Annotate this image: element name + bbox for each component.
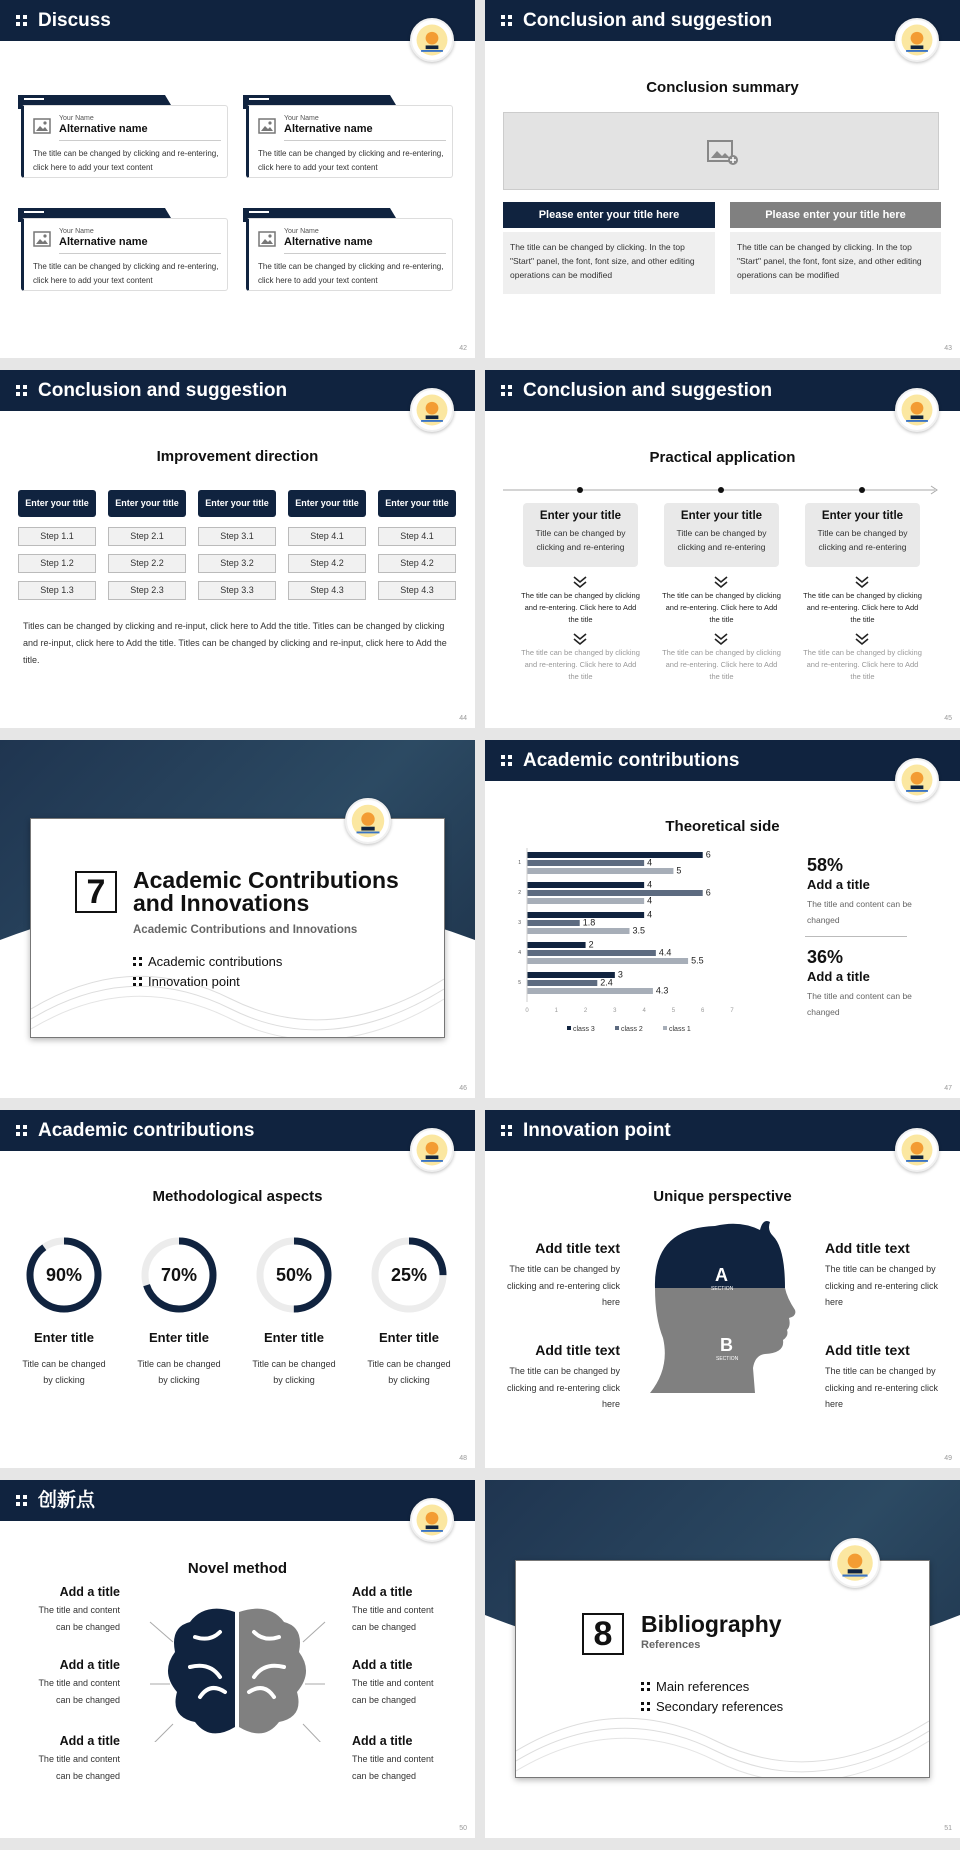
chevron-down-icon xyxy=(571,632,589,646)
cover-list-label: Main references xyxy=(656,1679,750,1694)
progress-ring xyxy=(255,1236,333,1314)
stat-text-1: The title and content can be changed xyxy=(807,899,912,925)
step-box[interactable]: Step 4.2 xyxy=(378,554,456,573)
page-number: 47 xyxy=(944,1085,952,1092)
ring-value: 25% xyxy=(390,1265,428,1285)
section-a-label: SECTION xyxy=(711,1286,734,1292)
chevron-down-icon xyxy=(712,632,730,646)
cover-list-item[interactable] xyxy=(133,974,282,989)
chevron-down-icon xyxy=(712,575,730,589)
ring-title: Enter title xyxy=(34,1330,94,1345)
step-box[interactable]: Step 3.3 xyxy=(198,581,276,600)
page-number: 45 xyxy=(944,715,952,722)
item-title: Add a title xyxy=(59,1658,120,1672)
slide-50 xyxy=(0,1480,475,1838)
ring-title: Enter title xyxy=(379,1330,439,1345)
university-logo xyxy=(345,798,391,844)
legend-label: class 3 xyxy=(573,1026,595,1033)
step-box[interactable]: Step 4.3 xyxy=(288,581,366,600)
card-text: The title can be changed by clicking and re-entering, click here to add your text content xyxy=(33,149,219,172)
paragraph: Titles can be changed by clicking and re-input, click here to Add the title. Titles can be changed by clicking and re-input, click here to Add the title. Titles can be changed by clicking and re-input, click here to Add the title. xyxy=(23,621,447,665)
image-icon xyxy=(258,118,276,134)
slide-header xyxy=(485,370,960,411)
chevron-down-icon xyxy=(853,575,871,589)
progress-ring xyxy=(140,1236,218,1314)
page-number: 44 xyxy=(459,715,467,722)
step-text: The title can be changed by clicking and re-entering. Click here to Add the title xyxy=(662,648,781,681)
cover-title-line2: and Innovations xyxy=(133,890,310,916)
page-number: 51 xyxy=(944,1825,952,1832)
slide-46 xyxy=(0,740,475,1098)
method-item xyxy=(352,1585,437,1635)
section-number: 8 xyxy=(582,1613,624,1655)
slide-header xyxy=(0,1110,475,1151)
section-subtitle: Conclusion summary xyxy=(646,79,799,96)
bar xyxy=(527,928,630,934)
tick-label: 7 xyxy=(730,1008,734,1014)
cover-list-label: Academic contributions xyxy=(148,954,283,969)
method-item xyxy=(35,1585,120,1635)
ring-text: Title can be changed by clicking xyxy=(252,1359,336,1385)
data-label: 5.5 xyxy=(691,955,704,966)
page-number: 50 xyxy=(459,1825,467,1832)
cover-card xyxy=(515,1560,930,1778)
section-b-letter: B xyxy=(720,1335,733,1355)
right-title-box[interactable]: Please enter your title here xyxy=(730,202,941,228)
legend-label: class 2 xyxy=(621,1026,643,1033)
text-block xyxy=(825,1342,940,1413)
university-logo xyxy=(410,388,454,432)
method-item xyxy=(35,1734,120,1784)
university-logo xyxy=(895,1128,939,1172)
card-name: Your Name xyxy=(284,115,319,122)
ring-text: Title can be changed by clicking xyxy=(137,1359,221,1385)
legend-swatch xyxy=(663,1026,667,1030)
bar xyxy=(527,988,653,994)
bar xyxy=(527,868,673,874)
slide-title: Academic contributions xyxy=(523,750,740,771)
data-label: 3.5 xyxy=(632,925,646,936)
item-title: Add a title xyxy=(352,1734,413,1748)
cover-list-item[interactable] xyxy=(641,1699,783,1714)
data-label: 6 xyxy=(705,887,711,898)
column-title-box[interactable]: Enter your title xyxy=(288,490,366,517)
stat-percent-1: 58% xyxy=(807,855,844,875)
page-number: 46 xyxy=(459,1085,467,1092)
item-text: The title and content can be changed xyxy=(38,1754,120,1781)
step-box[interactable]: Step 4.1 xyxy=(378,527,456,546)
category-label: 2 xyxy=(518,890,521,896)
text-block xyxy=(505,1240,620,1311)
card-name: Your Name xyxy=(59,115,94,122)
method-item xyxy=(35,1658,120,1708)
item-text: The title and content can be changed xyxy=(38,1605,120,1632)
slide-title: Innovation point xyxy=(523,1120,671,1141)
cover-list-item[interactable] xyxy=(641,1679,783,1694)
data-label: 4 xyxy=(647,879,653,890)
slide-44 xyxy=(0,370,475,728)
profile-card[interactable] xyxy=(18,95,228,180)
slide-header xyxy=(485,0,960,41)
slide-title: Academic contributions xyxy=(38,1120,255,1141)
head-silhouette xyxy=(645,1218,800,1393)
university-logo xyxy=(895,18,939,62)
data-label: 4 xyxy=(647,909,653,920)
legend-label: class 1 xyxy=(669,1026,691,1033)
right-text: The title can be changed by clicking. In the top "Start" panel, the font, font size, and other editing operations can be modified xyxy=(730,232,941,294)
page-number: 49 xyxy=(944,1455,952,1462)
card-text: The title can be changed by clicking and re-entering, click here to add your text content xyxy=(258,262,444,285)
progress-ring xyxy=(25,1236,103,1314)
category-label: 4 xyxy=(518,950,521,956)
tick-label: 5 xyxy=(671,1008,676,1014)
slide-48 xyxy=(0,1110,475,1468)
section-a-letter: A xyxy=(715,1265,728,1285)
card-name: Your Name xyxy=(59,228,94,235)
item-title: Add a title xyxy=(59,1734,120,1748)
bar xyxy=(527,980,597,986)
chevron-down-icon xyxy=(853,632,871,646)
step-box[interactable]: Step 1.1 xyxy=(18,527,96,546)
slide-42 xyxy=(0,0,475,358)
step-text: The title can be changed by clicking and re-entering. Click here to Add the title xyxy=(803,648,922,681)
card-desc: Title can be changed by clicking and re-entering xyxy=(676,528,767,552)
slide-header xyxy=(0,370,475,411)
step-box[interactable]: Step 4.2 xyxy=(288,554,366,573)
cover-title: Bibliography xyxy=(641,1611,782,1637)
progress-ring xyxy=(370,1236,448,1314)
category-label: 1 xyxy=(518,860,521,866)
cover-title-line1: Academic Contributions xyxy=(133,867,399,893)
item-text: The title and content can be changed xyxy=(352,1605,434,1632)
ring-title: Enter title xyxy=(149,1330,209,1345)
image-icon xyxy=(258,231,276,247)
method-item xyxy=(352,1658,437,1708)
tick-label: 2 xyxy=(583,1008,588,1014)
slide-45 xyxy=(485,370,960,728)
section-subtitle: Improvement direction xyxy=(156,448,319,465)
column-title-box[interactable]: Enter your title xyxy=(108,490,186,517)
item-title: Add a title xyxy=(352,1658,413,1672)
category-label: 5 xyxy=(518,980,521,986)
data-label: 4.4 xyxy=(658,947,672,958)
university-logo xyxy=(895,758,939,802)
block-text: The title can be changed by clicking and re-entering click here xyxy=(506,1264,620,1307)
timeline xyxy=(503,485,943,495)
stat-percent-2: 36% xyxy=(807,947,844,967)
step-text: The title can be changed by clicking and re-entering. Click here to Add the title xyxy=(521,591,640,624)
card-alt-name: Alternative name xyxy=(284,236,373,248)
university-logo xyxy=(410,18,454,62)
data-label: 3 xyxy=(617,969,623,980)
card-title: Enter your title xyxy=(680,510,763,522)
cover-subtitle: References xyxy=(641,1639,701,1651)
card-title: Enter your title xyxy=(539,510,622,522)
ring-text: Title can be changed by clicking xyxy=(22,1359,106,1385)
card-desc: Title can be changed by clicking and re-entering xyxy=(817,528,908,552)
column-title-box[interactable]: Enter your title xyxy=(378,490,456,517)
tick-label: 1 xyxy=(554,1008,558,1014)
stat-text-2: The title and content can be changed xyxy=(807,991,912,1017)
bar-chart xyxy=(497,848,747,1048)
cover-subtitle: Academic Contributions and Innovations xyxy=(133,924,358,936)
bar xyxy=(527,942,586,948)
card-desc: Title can be changed by clicking and re-entering xyxy=(535,528,626,552)
section-b-label: SECTION xyxy=(716,1356,739,1362)
slide-title: Discuss xyxy=(38,10,111,31)
bar xyxy=(527,898,644,904)
stat-title-1: Add a title xyxy=(807,877,870,892)
step-box[interactable]: Step 4.1 xyxy=(288,527,366,546)
section-number: 7 xyxy=(75,871,117,913)
block-title: Add title text xyxy=(535,1240,620,1256)
card-alt-name: Alternative name xyxy=(59,123,148,135)
data-label: 5 xyxy=(676,865,682,876)
item-text: The title and content can be changed xyxy=(38,1678,120,1705)
step-box[interactable]: Step 4.3 xyxy=(378,581,456,600)
application-card[interactable] xyxy=(523,503,638,567)
card-text: The title can be changed by clicking and re-entering, click here to add your text content xyxy=(258,149,444,172)
left-title-box[interactable]: Please enter your title here xyxy=(503,202,715,228)
section-subtitle: Practical application xyxy=(649,449,796,466)
card-alt-name: Alternative name xyxy=(284,123,373,135)
tick-label: 4 xyxy=(642,1008,646,1014)
method-item xyxy=(352,1734,437,1784)
ring-title: Enter title xyxy=(264,1330,324,1345)
left-text: The title can be changed by clicking. In the top "Start" panel, the font, font size, and other editing operations can be modified xyxy=(503,232,715,294)
image-placeholder[interactable] xyxy=(503,112,939,190)
stat-title-2: Add a title xyxy=(807,969,870,984)
text-block xyxy=(505,1342,620,1413)
page-number: 43 xyxy=(944,345,952,352)
bar xyxy=(527,860,644,866)
profile-card[interactable] xyxy=(243,208,453,293)
ring-value: 50% xyxy=(275,1265,313,1285)
section-subtitle: Theoretical side xyxy=(665,818,780,835)
ring-value: 70% xyxy=(160,1265,198,1285)
bar xyxy=(527,920,580,926)
university-logo xyxy=(410,1128,454,1172)
step-box[interactable]: Step 2.3 xyxy=(108,581,186,600)
university-logo xyxy=(895,388,939,432)
step-box[interactable]: Step 3.2 xyxy=(198,554,276,573)
block-title: Add title text xyxy=(825,1240,910,1256)
tick-label: 0 xyxy=(525,1008,529,1014)
section-subtitle: Novel method xyxy=(187,1560,288,1577)
step-box[interactable]: Step 3.1 xyxy=(198,527,276,546)
bar xyxy=(527,958,688,964)
slide-header xyxy=(0,0,475,41)
section-subtitle: Unique perspective xyxy=(653,1188,792,1205)
step-box[interactable]: Step 1.3 xyxy=(18,581,96,600)
slide-header xyxy=(0,1480,475,1521)
data-label: 2 xyxy=(588,939,594,950)
page-number: 42 xyxy=(459,345,467,352)
image-icon xyxy=(33,231,51,247)
step-box[interactable]: Step 2.1 xyxy=(108,527,186,546)
chevron-down-icon xyxy=(571,575,589,589)
slide-header xyxy=(485,740,960,781)
slide-51 xyxy=(485,1480,960,1838)
university-logo xyxy=(410,1498,454,1542)
data-label: 4 xyxy=(647,895,653,906)
data-label: 6 xyxy=(705,849,711,860)
cover-list-label: Secondary references xyxy=(656,1699,784,1714)
bar xyxy=(527,950,656,956)
category-label: 3 xyxy=(518,920,521,926)
item-text: The title and content can be changed xyxy=(352,1678,434,1705)
slide-title: 创新点 xyxy=(38,1490,96,1511)
slide-title: Conclusion and suggestion xyxy=(523,380,773,401)
card-title: Enter your title xyxy=(821,510,904,522)
tick-label: 3 xyxy=(613,1008,617,1014)
block-text: The title can be changed by clicking and re-entering click here xyxy=(506,1366,620,1409)
column-title-box[interactable]: Enter your title xyxy=(18,490,96,517)
slide-47 xyxy=(485,740,960,1098)
data-label: 4 xyxy=(647,857,653,868)
card-alt-name: Alternative name xyxy=(59,236,148,248)
item-title: Add a title xyxy=(59,1585,120,1599)
step-text: The title can be changed by clicking and re-entering. Click here to Add the title xyxy=(803,591,922,624)
item-text: The title and content can be changed xyxy=(352,1754,434,1781)
ring-text: Title can be changed by clicking xyxy=(367,1359,451,1385)
application-card[interactable] xyxy=(805,503,920,567)
slide-43 xyxy=(485,0,960,358)
block-text: The title can be changed by clicking and re-entering click here xyxy=(825,1366,939,1409)
bar xyxy=(527,890,703,896)
section-subtitle: Methodological aspects xyxy=(152,1188,323,1205)
profile-card[interactable] xyxy=(18,208,228,293)
cover-list-item[interactable] xyxy=(133,954,282,969)
tick-label: 6 xyxy=(701,1008,705,1014)
step-box[interactable]: Step 1.2 xyxy=(18,554,96,573)
cover-list-label: Innovation point xyxy=(148,974,240,989)
page-number: 48 xyxy=(459,1455,467,1462)
ring-value: 90% xyxy=(45,1265,83,1285)
slide-title: Conclusion and suggestion xyxy=(523,10,773,31)
data-label: 2.4 xyxy=(600,977,613,988)
card-text: The title can be changed by clicking and re-entering, click here to add your text content xyxy=(33,262,219,285)
bar xyxy=(527,852,703,858)
bar xyxy=(527,882,644,888)
block-title: Add title text xyxy=(535,1342,620,1358)
slide-49 xyxy=(485,1110,960,1468)
profile-card[interactable] xyxy=(243,95,453,180)
university-logo xyxy=(830,1538,880,1588)
legend-swatch xyxy=(567,1026,571,1030)
card-name: Your Name xyxy=(284,228,319,235)
text-block xyxy=(825,1240,940,1311)
brain-icon xyxy=(145,1592,330,1742)
image-icon xyxy=(33,118,51,134)
data-label: 1.8 xyxy=(582,917,596,928)
step-text: The title can be changed by clicking and re-entering. Click here to Add the title xyxy=(662,591,781,624)
block-text: The title can be changed by clicking and re-entering click here xyxy=(825,1264,939,1307)
slide-header xyxy=(485,1110,960,1151)
data-label: 4.3 xyxy=(655,985,669,996)
block-title: Add title text xyxy=(825,1342,910,1358)
legend-swatch xyxy=(615,1026,619,1030)
step-text: The title can be changed by clicking and re-entering. Click here to Add the title xyxy=(521,648,640,681)
item-title: Add a title xyxy=(352,1585,413,1599)
slide-title: Conclusion and suggestion xyxy=(38,380,288,401)
image-icon xyxy=(707,138,739,166)
cover-card xyxy=(30,818,445,1038)
application-card[interactable] xyxy=(664,503,779,567)
column-title-box[interactable]: Enter your title xyxy=(198,490,276,517)
step-box[interactable]: Step 2.2 xyxy=(108,554,186,573)
